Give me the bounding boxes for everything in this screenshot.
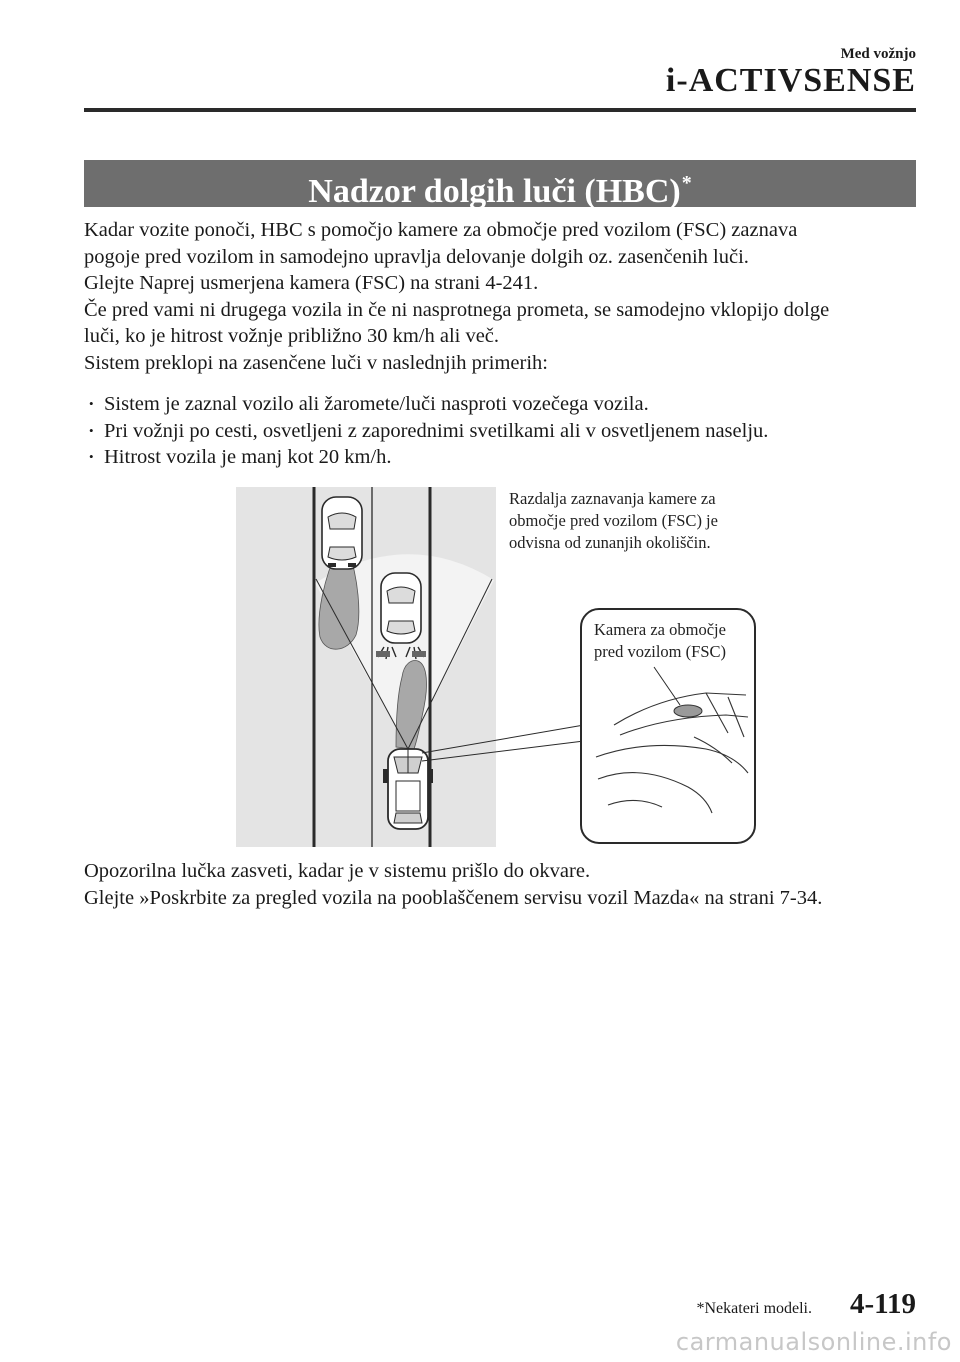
condition-list: [84, 391, 768, 471]
intro-line: luči, ko je hitrost vožnje približno 30 km/h ali več.: [84, 325, 500, 347]
list-item: • Pri vožnji po cesti, osvetljeni z zaporednimi svetilkami ali v osvetljenem naselju.: [84, 418, 768, 445]
list-item: • Sistem je zaznal vozilo ali žaromete/luči nasproti vozečega vozila.: [84, 391, 768, 418]
range-label-line: območje pred vozilom (FSC) je: [509, 511, 718, 530]
intro-line: pogoje pred vozilom in samodejno upravlja delovanje dolgih oz. zasenčenih luči.: [84, 245, 749, 268]
camera-label-line: Kamera za območje: [594, 620, 726, 639]
list-item: • Hitrost vozila je manj kot 20 km/h.: [84, 444, 768, 471]
page-number: 4-119: [849, 1288, 916, 1320]
camera-label: [594, 619, 726, 663]
closing-line: Glejte »Poskrbite za pregled vozila na pooblaščenem servisu vozil Mazda« na strani 7-34.: [84, 886, 823, 909]
header-rule: [84, 108, 916, 112]
hbc-figure: [236, 487, 759, 847]
preceding-car-icon: [322, 497, 362, 569]
intro-line: Če pred vami ni drugega vozila in če ni nasprotnega prometa, se samodejno vklopijo dolge: [84, 298, 830, 321]
camera-icon: [674, 705, 702, 717]
intro-paragraph: [84, 217, 924, 376]
section-header: i-ACTIVSENSE: [665, 62, 916, 99]
intro-line: Glejte Naprej usmerjena kamera (FSC) na strani 4-241.: [84, 272, 539, 294]
chapter-header: Med vožnjo: [840, 46, 916, 62]
footnote: *Nekateri modeli.: [696, 1300, 812, 1317]
watermark: carmanualsonline.info: [675, 1328, 952, 1356]
intro-line: Sistem preklopi na zasenčene luči v naslednjih primerih:: [84, 351, 548, 374]
closing-paragraph: [84, 858, 822, 911]
page-title: [84, 160, 916, 210]
page-title-text: Nadzor dolgih luči (HBC): [308, 173, 681, 210]
range-label: [509, 488, 718, 554]
camera-label-line: pred vozilom (FSC): [594, 642, 726, 661]
range-label-line: Razdalja zaznavanja kamere za: [509, 489, 716, 508]
intro-line: Kadar vozite ponoči, HBC s pomočjo kamere za območje pred vozilom (FSC) zaznava: [84, 219, 798, 241]
page-title-marker: *: [681, 172, 692, 194]
range-label-line: odvisna od zunanjih okoliščin.: [509, 533, 711, 552]
closing-line: Opozorilna lučka zasveti, kadar je v sistemu prišlo do okvare.: [84, 860, 591, 882]
